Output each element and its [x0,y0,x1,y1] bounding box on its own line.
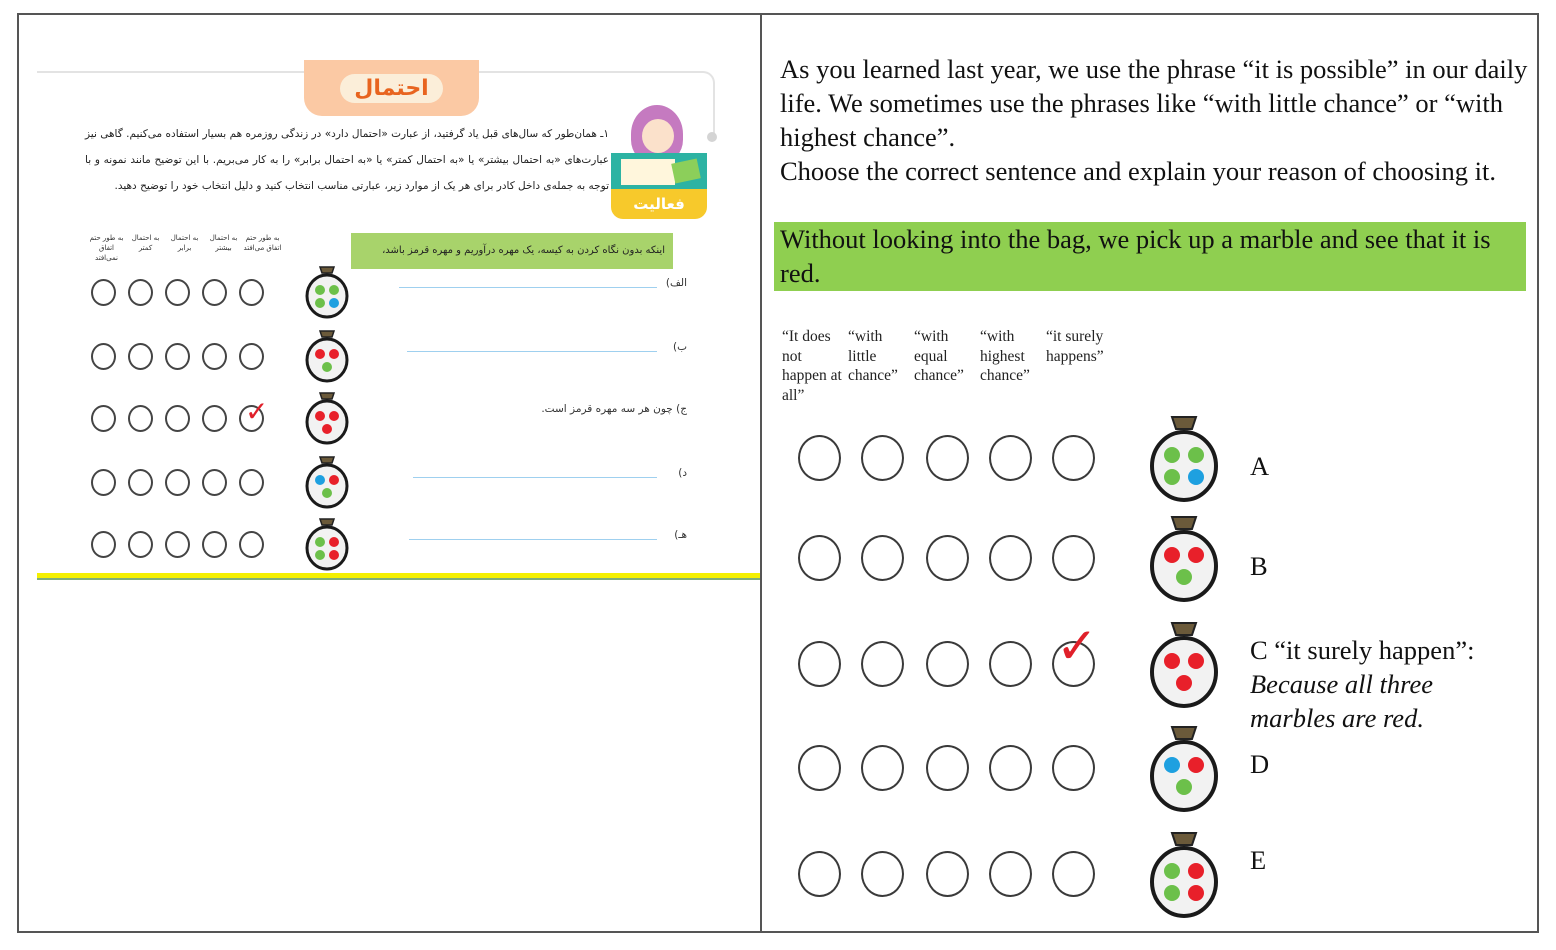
column-header: به طور حتم اتفاق می‌افتد [243,234,282,252]
marble-bag-icon [1144,827,1224,919]
marble-bag-icon [302,515,352,571]
choice-circle[interactable] [91,531,116,558]
row-label: ب) [673,341,687,353]
row-label-text: ج) [676,403,687,415]
choice-circle[interactable] [1052,745,1095,791]
answer-line[interactable] [399,287,657,288]
persian-row [87,273,687,313]
choice-circle[interactable] [861,535,904,581]
activity-label: فعالیت [611,189,707,219]
choice-group [91,531,264,558]
column-header: “It does not happen at all” [782,328,842,404]
choice-circle[interactable] [1052,535,1095,581]
english-row [796,617,1536,733]
persian-row [87,525,687,565]
column-header: به احتمال برابر [170,234,199,252]
marble-bag-icon [1144,511,1224,603]
choice-circle[interactable] [165,405,190,432]
choice-circle[interactable] [861,435,904,481]
page-bottom-border [37,573,760,580]
choice-circle[interactable] [165,531,190,558]
choice-circle[interactable] [798,745,841,791]
choice-circle[interactable] [128,469,153,496]
english-column-headers [782,327,1126,405]
choice-group [798,435,1115,481]
choice-circle[interactable] [128,343,153,370]
marble-bag-icon [302,263,352,319]
choice-group [798,617,1115,687]
row-label: د) [678,467,687,479]
choice-group [798,851,1115,897]
english-panel [762,15,1538,931]
choice-circle[interactable] [91,405,116,432]
persian-row [87,463,687,503]
card-dot [707,132,717,142]
choice-group [91,395,269,432]
answer-line[interactable] [409,539,657,540]
choice-circle[interactable] [202,405,227,432]
choice-circle[interactable] [239,343,264,370]
choice-circle[interactable] [798,535,841,581]
choice-circle[interactable] [926,851,969,897]
english-row [796,727,1536,817]
row-label: A [1250,451,1270,481]
marble-bag-icon [1144,617,1224,709]
choice-circle[interactable] [165,469,190,496]
choice-circle[interactable] [239,531,264,558]
choice-circle[interactable] [989,435,1032,481]
english-row [796,517,1536,607]
answer-line[interactable] [413,477,657,478]
choice-circle[interactable] [128,279,153,306]
marble-bag-icon [302,389,352,445]
row-reason: Because all three marbles are red. [1250,669,1433,733]
choice-circle[interactable] [989,641,1032,687]
row-label-text: C “it surely happen”: [1250,635,1475,665]
girl-face-icon [642,119,674,153]
choice-circle[interactable] [165,279,190,306]
choice-circle[interactable] [861,641,904,687]
column-header: به احتمال کمتر [131,234,160,252]
intro-text: As you learned last year, we use the phrase “it is possible” in our daily life. We sometimes use the phrases like “with little chance” or “with highest chance”. [780,54,1528,152]
choice-circle[interactable] [989,851,1032,897]
column-header: “with highest chance” [980,328,1030,384]
choice-circle[interactable] [926,435,969,481]
row-label: E [1250,845,1267,875]
checkmark-icon: ✓ [1056,617,1098,675]
lesson-title: احتمال [340,74,442,103]
choice-circle[interactable] [798,435,841,481]
choice-circle[interactable] [798,851,841,897]
column-header: “with equal chance” [914,328,964,384]
row-label: الف) [665,277,687,289]
choice-circle[interactable] [926,641,969,687]
choice-circle[interactable] [989,535,1032,581]
english-row [796,833,1536,923]
choice-circle[interactable] [989,745,1032,791]
choice-group [798,535,1115,581]
choice-circle[interactable] [239,469,264,496]
lesson-title-tab [304,60,479,116]
row-label: D [1250,749,1270,779]
choice-circle[interactable] [861,851,904,897]
choice-circle[interactable] [91,343,116,370]
instruction-text: Choose the correct sentence and explain your reason of choosing it. [780,156,1497,186]
persian-row [87,395,687,439]
choice-circle-checked[interactable] [239,395,269,432]
choice-group [91,279,264,306]
choice-circle[interactable] [202,343,227,370]
choice-circle[interactable] [128,405,153,432]
choice-circle[interactable] [165,343,190,370]
persian-panel [19,15,760,931]
column-header: “with little chance” [848,328,898,384]
checkmark-icon: ✓ [245,395,269,428]
marble-bag-icon [302,453,352,509]
choice-circle[interactable] [239,279,264,306]
book-page-icon [621,159,675,185]
row-label [1250,633,1490,735]
english-intro [780,52,1532,188]
persian-row [87,337,687,377]
choice-group [91,343,264,370]
choice-circle[interactable] [926,535,969,581]
column-header: به طور حتم اتفاق نمی‌افتد [89,234,124,262]
marble-bag-icon [1144,721,1224,813]
persian-column-headers [87,233,287,275]
marble-bag-icon [1144,411,1224,503]
row-answer: چون هر سه مهره قرمز است. [541,403,673,415]
choice-circle-checked[interactable] [1052,617,1098,687]
choice-group [91,469,264,496]
choice-circle[interactable] [861,745,904,791]
answer-line[interactable] [407,351,657,352]
choice-circle[interactable] [926,745,969,791]
choice-circle[interactable] [1052,851,1095,897]
choice-circle[interactable] [798,641,841,687]
persian-intro: ۱ـ همان‌طور که سال‌های قبل یاد گرفتید، از عبارت «احتمال دارد» در زندگی روزمره هم بسیار استفاده می‌کنیم. گاهی نیز عبارت‌های «به احتمال بیشتر» یا «به احتمال کمتر» یا «به احتمال برابر» را به کار می‌بریم. با این توضیح مانند نمونه و با توجه به جمله‌ی داخل کادر برای هر یک از موارد زیر، عبارتی مناسب انتخاب کنید و دلیل انتخاب خود را توضیح دهید. [85,128,609,192]
choice-circle[interactable] [91,279,116,306]
column-header: به احتمال بیشتر [209,234,238,252]
column-header: “it surely happens” [1046,328,1104,365]
marble-bag-icon [302,327,352,383]
choice-circle[interactable] [1052,435,1095,481]
choice-circle[interactable] [202,469,227,496]
persian-prompt-box: اینکه بدون نگاه کردن به کیسه، یک مهره درآوریم و مهره قرمز باشد، [351,233,673,269]
highlighted-prompt: Without looking into the bag, we pick up a marble and see that it is red. [774,222,1526,291]
row-label: هـ) [674,529,687,541]
row-label [541,403,687,415]
choice-circle[interactable] [91,469,116,496]
english-row [796,417,1536,507]
activity-badge [611,105,707,219]
choice-group [798,745,1115,791]
row-label: B [1250,551,1268,581]
choice-circle[interactable] [128,531,153,558]
choice-circle[interactable] [202,531,227,558]
choice-circle[interactable] [202,279,227,306]
